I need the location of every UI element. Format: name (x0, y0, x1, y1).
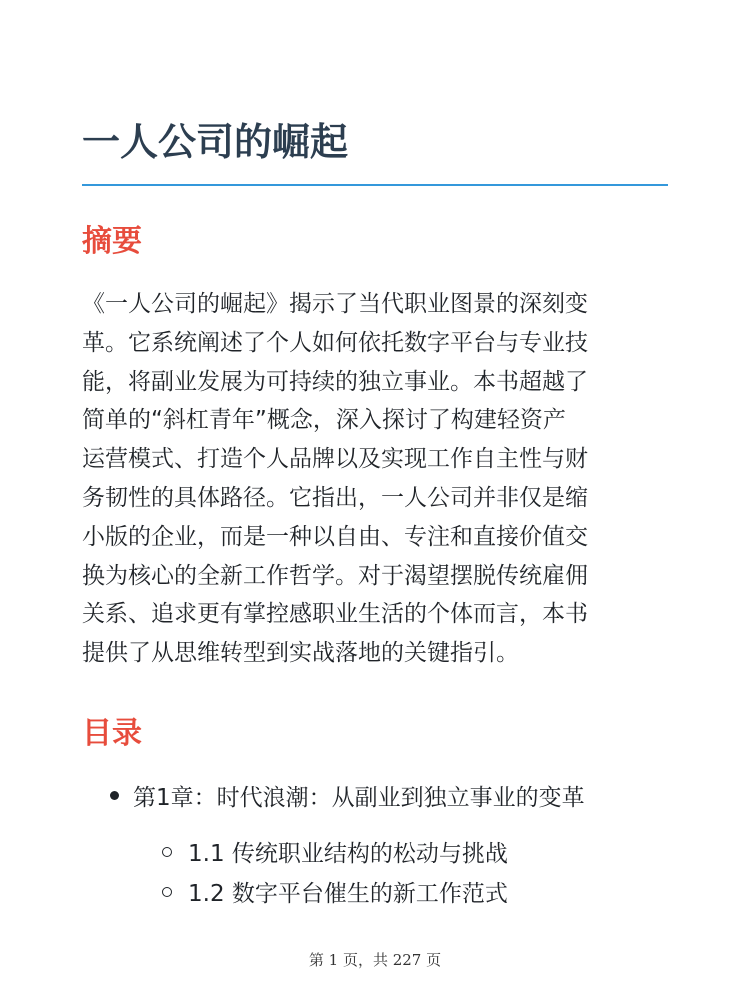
toc-section-item[interactable] (162, 876, 508, 912)
abstract-line: 换为核心的全新工作哲学。对于渴望摆脱传统雇佣 (82, 562, 588, 589)
abstract-line: 运营模式、打造个人品牌以及实现工作自主性与财 (82, 446, 588, 473)
toc-chapter-item[interactable] (110, 780, 585, 816)
title-divider (82, 184, 668, 186)
abstract-line: 能，将副业发展为可持续的独立事业。本书超越了 (82, 368, 588, 395)
toc-chapter-label: 第1章：时代浪潮：从副业到独立事业的变革 (133, 785, 585, 811)
toc-heading: 目录 (82, 716, 142, 751)
abstract-line: 关系、追求更有掌控感职业生活的个体而言，本书 (82, 601, 588, 628)
toc-section-label: 1.1 传统职业结构的松动与挑战 (188, 841, 508, 867)
document-title: 一人公司的崛起 (82, 120, 349, 164)
abstract-line: 革。它系统阐述了个人如何依托数字平台与专业技 (82, 329, 588, 356)
abstract-line: 提供了从思维转型到实战落地的关键指引。 (82, 640, 519, 667)
toc-section-label: 1.2 数字平台催生的新工作范式 (188, 881, 508, 907)
abstract-line: 简单的“斜杠青年”概念，深入探讨了构建轻资产 (82, 407, 566, 434)
abstract-line: 务韧性的具体路径。它指出，一人公司并非仅是缩 (82, 484, 588, 511)
hollow-bullet-icon (162, 847, 172, 857)
abstract-line: 《一人公司的崛起》揭示了当代职业图景的深刻变 (82, 291, 588, 317)
abstract-heading: 摘要 (82, 224, 142, 259)
toc-section-item[interactable] (162, 836, 508, 872)
filled-bullet-icon (110, 791, 119, 800)
abstract-line: 小版的企业，而是一种以自由、专注和直接价值交 (82, 523, 588, 550)
page-number-footer: 第 1 页，共 227 页 (308, 951, 442, 969)
hollow-bullet-icon (162, 887, 172, 897)
abstract-paragraph (82, 285, 672, 673)
